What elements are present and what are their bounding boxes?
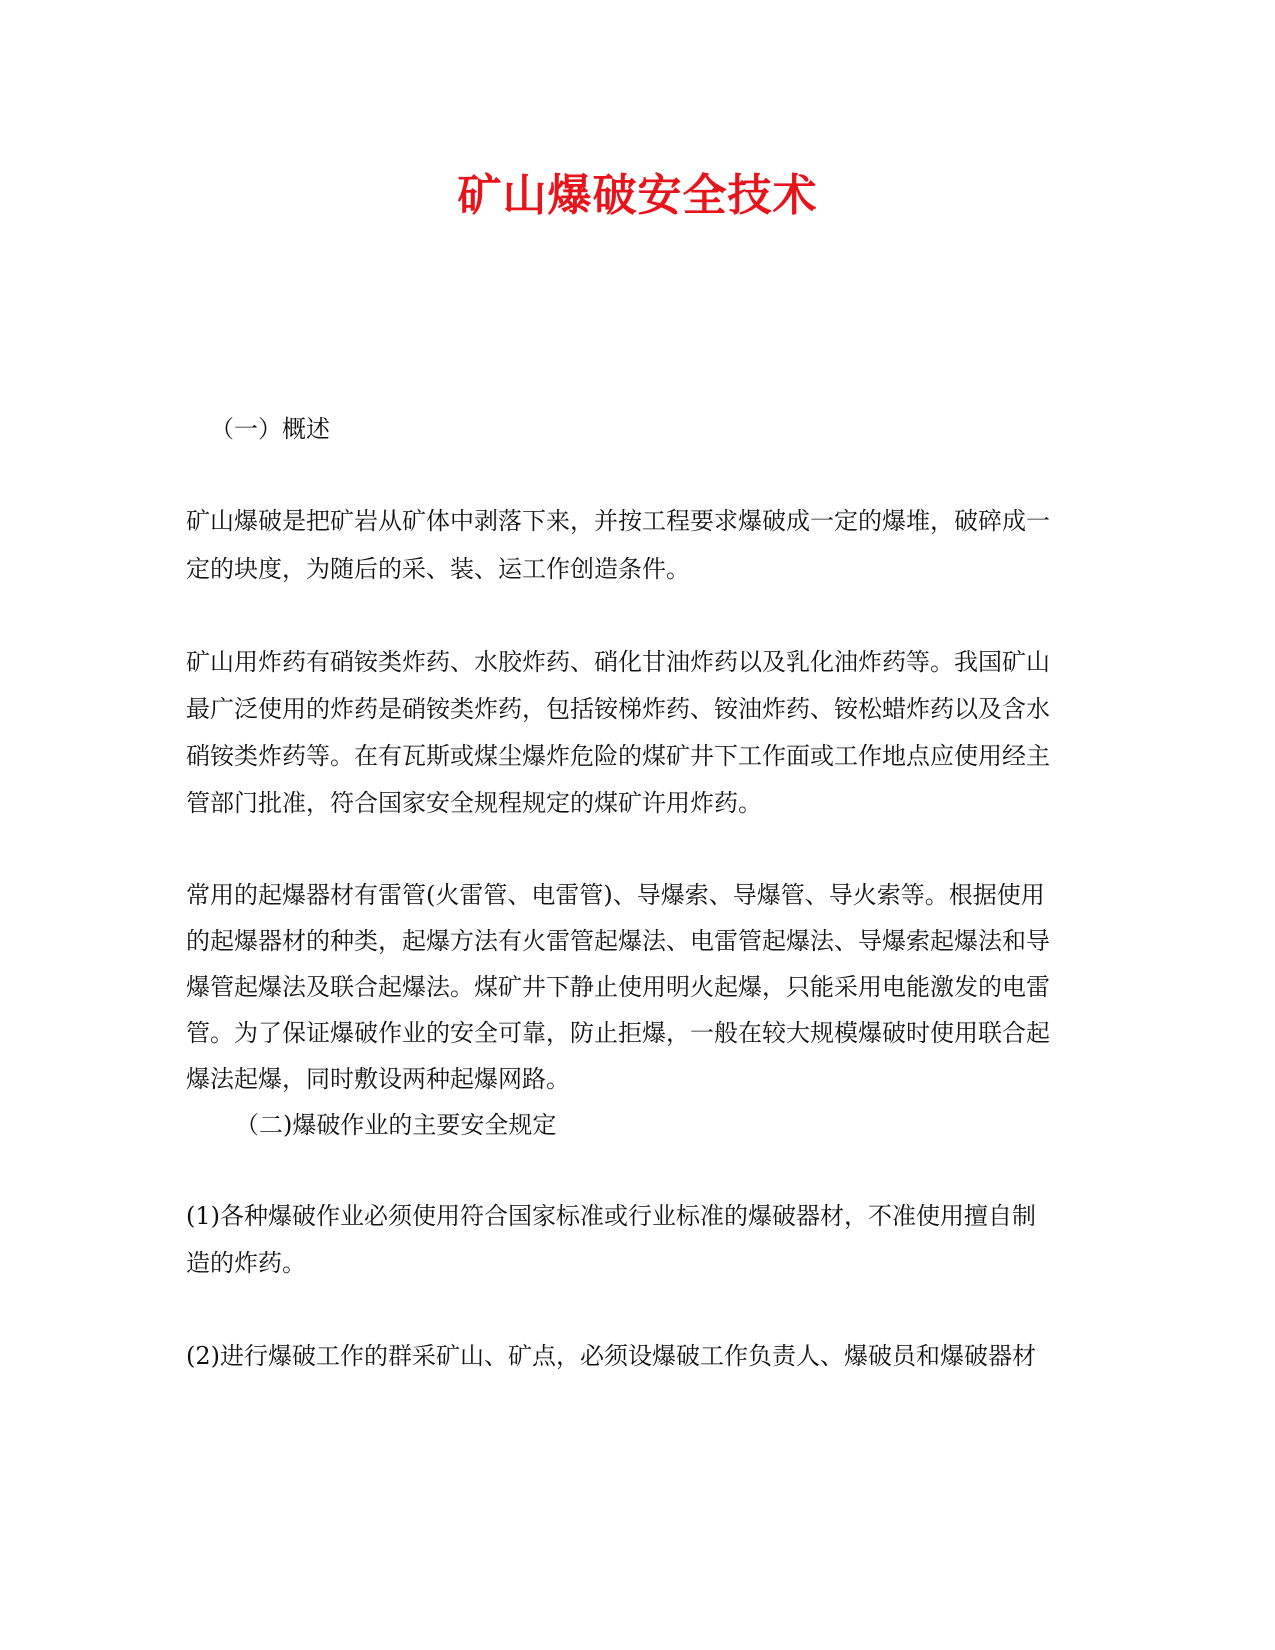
paragraph-line: 管部门批准，符合国家安全规程规定的煤矿许用炸药。 <box>186 789 762 817</box>
paragraph-line: 爆管起爆法及联合起爆法。煤矿井下静止使用明火起爆，只能采用电能激发的电雷 <box>186 973 1050 1001</box>
paragraph-line: 硝铵类炸药等。在有瓦斯或煤尘爆炸危险的煤矿井下工作面或工作地点应使用经主 <box>186 742 1050 770</box>
paragraph-line: 定的块度，为随后的采、装、运工作创造条件。 <box>186 555 690 583</box>
paragraph-line: 最广泛使用的炸药是硝铵类炸药，包括铵梯炸药、铵油炸药、铵松蜡炸药以及含水 <box>186 695 1050 723</box>
section-heading-overview: （一）概述 <box>210 415 330 443</box>
list-item-line: (1)各种爆破作业必须使用符合国家标准或行业标准的爆破器材，不准使用擅自制 <box>186 1202 1036 1230</box>
list-item-line: 造的炸药。 <box>186 1249 306 1277</box>
paragraph-line: 矿山用炸药有硝铵类炸药、水胶炸药、硝化甘油炸药以及乳化油炸药等。我国矿山 <box>186 648 1050 676</box>
document-title: 矿山爆破安全技术 <box>457 170 818 221</box>
paragraph-line: 矿山爆破是把矿岩从矿体中剥落下来，并按工程要求爆破成一定的爆堆，破碎成一 <box>186 507 1050 535</box>
paragraph-line: 的起爆器材的种类，起爆方法有火雷管起爆法、电雷管起爆法、导爆索起爆法和导 <box>186 927 1050 955</box>
list-item-line: (2)进行爆破工作的群采矿山、矿点，必须设爆破工作负责人、爆破员和爆破器材 <box>186 1342 1036 1370</box>
paragraph-line: 常用的起爆器材有雷管(火雷管、电雷管)、导爆索、导爆管、导火索等。根据使用 <box>186 881 1045 909</box>
paragraph-line: 管。为了保证爆破作业的安全可靠，防止拒爆，一般在较大规模爆破时使用联合起 <box>186 1019 1050 1047</box>
paragraph-line: 爆法起爆，同时敷设两种起爆网路。 <box>186 1065 570 1093</box>
section-heading-safety-rules: （二)爆破作业的主要安全规定 <box>235 1111 557 1139</box>
